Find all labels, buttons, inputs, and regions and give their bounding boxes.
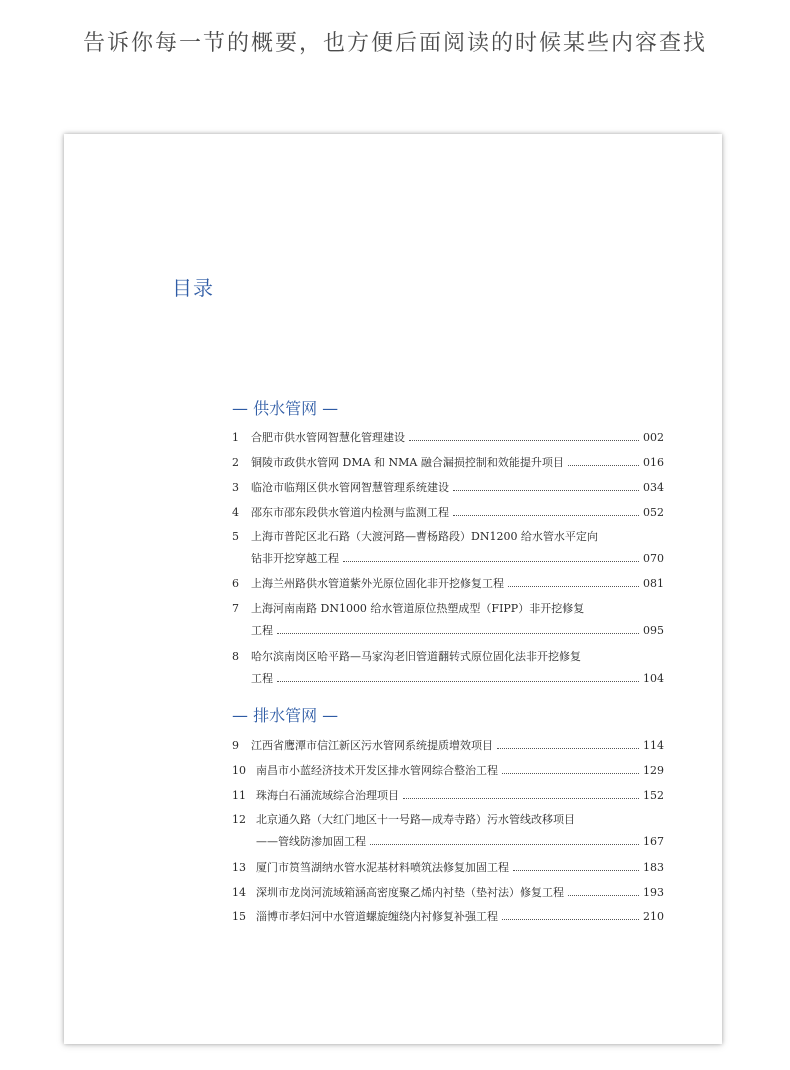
entry-title: 临沧市临翔区供水管网智慧管理系统建设 xyxy=(251,481,449,494)
entry-number: 10 xyxy=(232,764,246,777)
entry-number: 12 xyxy=(232,813,246,826)
toc-entry[interactable] xyxy=(232,763,664,779)
leader-dots xyxy=(409,440,639,441)
leader-dots xyxy=(453,515,639,516)
section-heading-drainage: — 排水管网 — xyxy=(232,706,339,725)
entry-title: 南昌市小蓝经济技术开发区排水管网综合整治工程 xyxy=(256,764,498,777)
leader-dots xyxy=(343,561,639,562)
entry-title-continued: ——管线防渗加固工程 xyxy=(256,835,366,848)
entry-number: 13 xyxy=(232,861,246,874)
section-heading-water-supply: — 供水管网 — xyxy=(232,399,339,418)
leader-dots xyxy=(568,895,639,896)
entry-number: 9 xyxy=(232,739,239,752)
entry-title: 上海兰州路供水管道紫外光原位固化非开挖修复工程 xyxy=(251,577,504,590)
entry-page: 016 xyxy=(643,456,664,469)
book-page xyxy=(64,134,722,1044)
entry-number: 4 xyxy=(232,506,239,519)
entry-title: 珠海白石涌流域综合治理项目 xyxy=(256,789,399,802)
leader-dots xyxy=(277,681,639,682)
entry-page: 129 xyxy=(643,764,664,777)
entry-page: 193 xyxy=(643,886,664,899)
toc-entry[interactable] xyxy=(232,812,664,850)
entry-page: 210 xyxy=(643,910,664,923)
toc-entry[interactable] xyxy=(232,505,664,521)
entry-number: 1 xyxy=(232,431,239,444)
entry-page: 095 xyxy=(643,624,664,637)
entry-number: 5 xyxy=(232,530,239,543)
entry-title: 铜陵市政供水管网 DMA 和 NMA 融合漏损控制和效能提升项目 xyxy=(251,456,564,469)
leader-dots xyxy=(513,870,639,871)
entry-number: 2 xyxy=(232,456,239,469)
entry-number: 15 xyxy=(232,910,246,923)
toc-entry[interactable] xyxy=(232,430,664,446)
toc-entry[interactable] xyxy=(232,909,664,925)
leader-dots xyxy=(502,919,639,920)
entry-title: 北京通久路（大红门地区十一号路—成寿寺路）污水管线改移项目 xyxy=(256,813,575,826)
entry-page: 034 xyxy=(643,481,664,494)
entry-page: 152 xyxy=(643,789,664,802)
entry-title-continued: 工程 xyxy=(251,672,273,685)
leader-dots xyxy=(568,465,639,466)
entry-number: 8 xyxy=(232,650,239,663)
entry-number: 11 xyxy=(232,789,246,802)
entry-page: 183 xyxy=(643,861,664,874)
toc-entry[interactable] xyxy=(232,860,664,876)
leader-dots xyxy=(370,844,639,845)
entry-page: 070 xyxy=(643,552,664,565)
entry-page: 114 xyxy=(643,739,664,752)
leader-dots xyxy=(403,798,639,799)
entry-number: 6 xyxy=(232,577,239,590)
leader-dots xyxy=(453,490,639,491)
entry-page: 081 xyxy=(643,577,664,590)
toc-entry[interactable] xyxy=(232,576,664,592)
entry-title: 淄博市孝妇河中水管道螺旋缠绕内衬修复补强工程 xyxy=(256,910,498,923)
toc-entry[interactable] xyxy=(232,455,664,471)
toc-entry[interactable] xyxy=(232,649,664,687)
entry-number: 7 xyxy=(232,602,239,615)
entry-page: 052 xyxy=(643,506,664,519)
entry-page: 104 xyxy=(643,672,664,685)
entry-title: 深圳市龙岗河流域箱涵高密度聚乙烯内衬垫（垫衬法）修复工程 xyxy=(256,886,564,899)
entry-number: 3 xyxy=(232,481,239,494)
page-headline: 告诉你每一节的概要，也方便后面阅读的时候某些内容查找 xyxy=(82,31,707,56)
entry-title: 合肥市供水管网智慧化管理建设 xyxy=(251,431,405,444)
entry-number: 14 xyxy=(232,886,246,899)
leader-dots xyxy=(497,748,639,749)
entry-title: 厦门市筼筜湖纳水管水泥基材料喷筑法修复加固工程 xyxy=(256,861,509,874)
entry-title-continued: 工程 xyxy=(251,624,273,637)
entry-title: 上海河南南路 DN1000 给水管道原位热塑成型（FIPP）非开挖修复 xyxy=(251,602,585,615)
leader-dots xyxy=(277,633,639,634)
toc-entry[interactable] xyxy=(232,480,664,496)
toc-title: 目录 xyxy=(172,276,214,300)
entry-title: 上海市普陀区北石路（大渡河路—曹杨路段）DN1200 给水管水平定向 xyxy=(251,530,598,543)
entry-page: 167 xyxy=(643,835,664,848)
toc-entry[interactable] xyxy=(232,529,664,567)
entry-title: 哈尔滨南岗区哈平路—马家沟老旧管道翻转式原位固化法非开挖修复 xyxy=(251,650,581,663)
entry-page: 002 xyxy=(643,431,664,444)
toc-entry[interactable] xyxy=(232,601,664,639)
entry-title: 江西省鹰潭市信江新区污水管网系统提质增效项目 xyxy=(251,739,493,752)
leader-dots xyxy=(502,773,639,774)
entry-title-continued: 钻非开挖穿越工程 xyxy=(251,552,339,565)
entry-title: 邵东市邵东段供水管道内检测与监测工程 xyxy=(251,506,449,519)
toc-entry[interactable] xyxy=(232,738,664,754)
toc-entry[interactable] xyxy=(232,788,664,804)
leader-dots xyxy=(508,586,639,587)
toc-entry[interactable] xyxy=(232,885,664,901)
